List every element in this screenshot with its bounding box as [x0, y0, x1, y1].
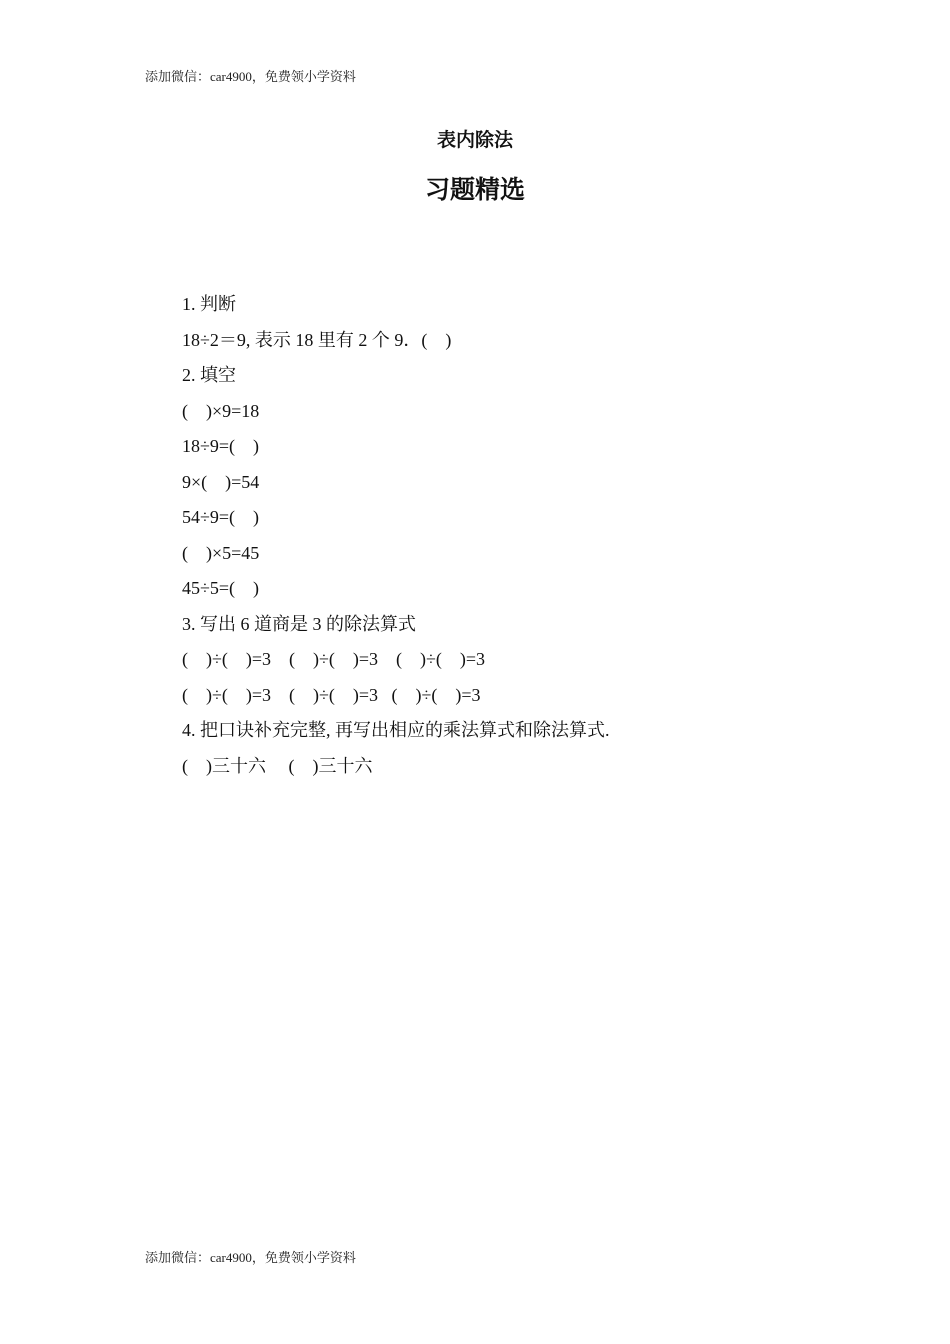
fill-blank-line: 45÷5=( ) — [182, 578, 260, 598]
header-note: 添加微信：car4900，免费领小学资料 — [145, 69, 356, 84]
question-4-heading: 4. 把口诀补充完整, 再写出相应的乘法算式和除法算式. — [182, 720, 610, 740]
division-blank-row: ( )÷( )=3 ( )÷( )=3 ( )÷( )=3 — [182, 649, 486, 669]
fill-blank-line: ( )×9=18 — [182, 400, 260, 421]
fill-blank-line: 54÷9=( ) — [182, 507, 260, 527]
exercise-content — [182, 287, 610, 784]
fill-blank-line: 9×( )=54 — [182, 471, 260, 492]
footer-note: 添加微信：car4900，免费领小学资料 — [145, 1250, 356, 1265]
question-1-heading: 1. 判断 — [182, 294, 236, 314]
fill-blank-line: 18÷9=( ) — [182, 436, 260, 456]
question-2-heading: 2. 填空 — [182, 365, 236, 385]
fill-blank-line: ( )×5=45 — [182, 542, 260, 563]
question-1-statement: 18÷2＝9, 表示 18 里有 2 个 9．( ) — [182, 329, 452, 350]
document-title: 表内除法 — [436, 129, 513, 151]
document-subtitle: 习题精选 — [424, 175, 525, 204]
question-3-heading: 3. 写出 6 道商是 3 的除法算式 — [182, 613, 416, 634]
rhyme-blank-row: ( )三十六 ( )三十六 — [182, 755, 373, 776]
division-blank-row: ( )÷( )=3 ( )÷( )=3 ( )÷( )=3 — [182, 684, 481, 705]
